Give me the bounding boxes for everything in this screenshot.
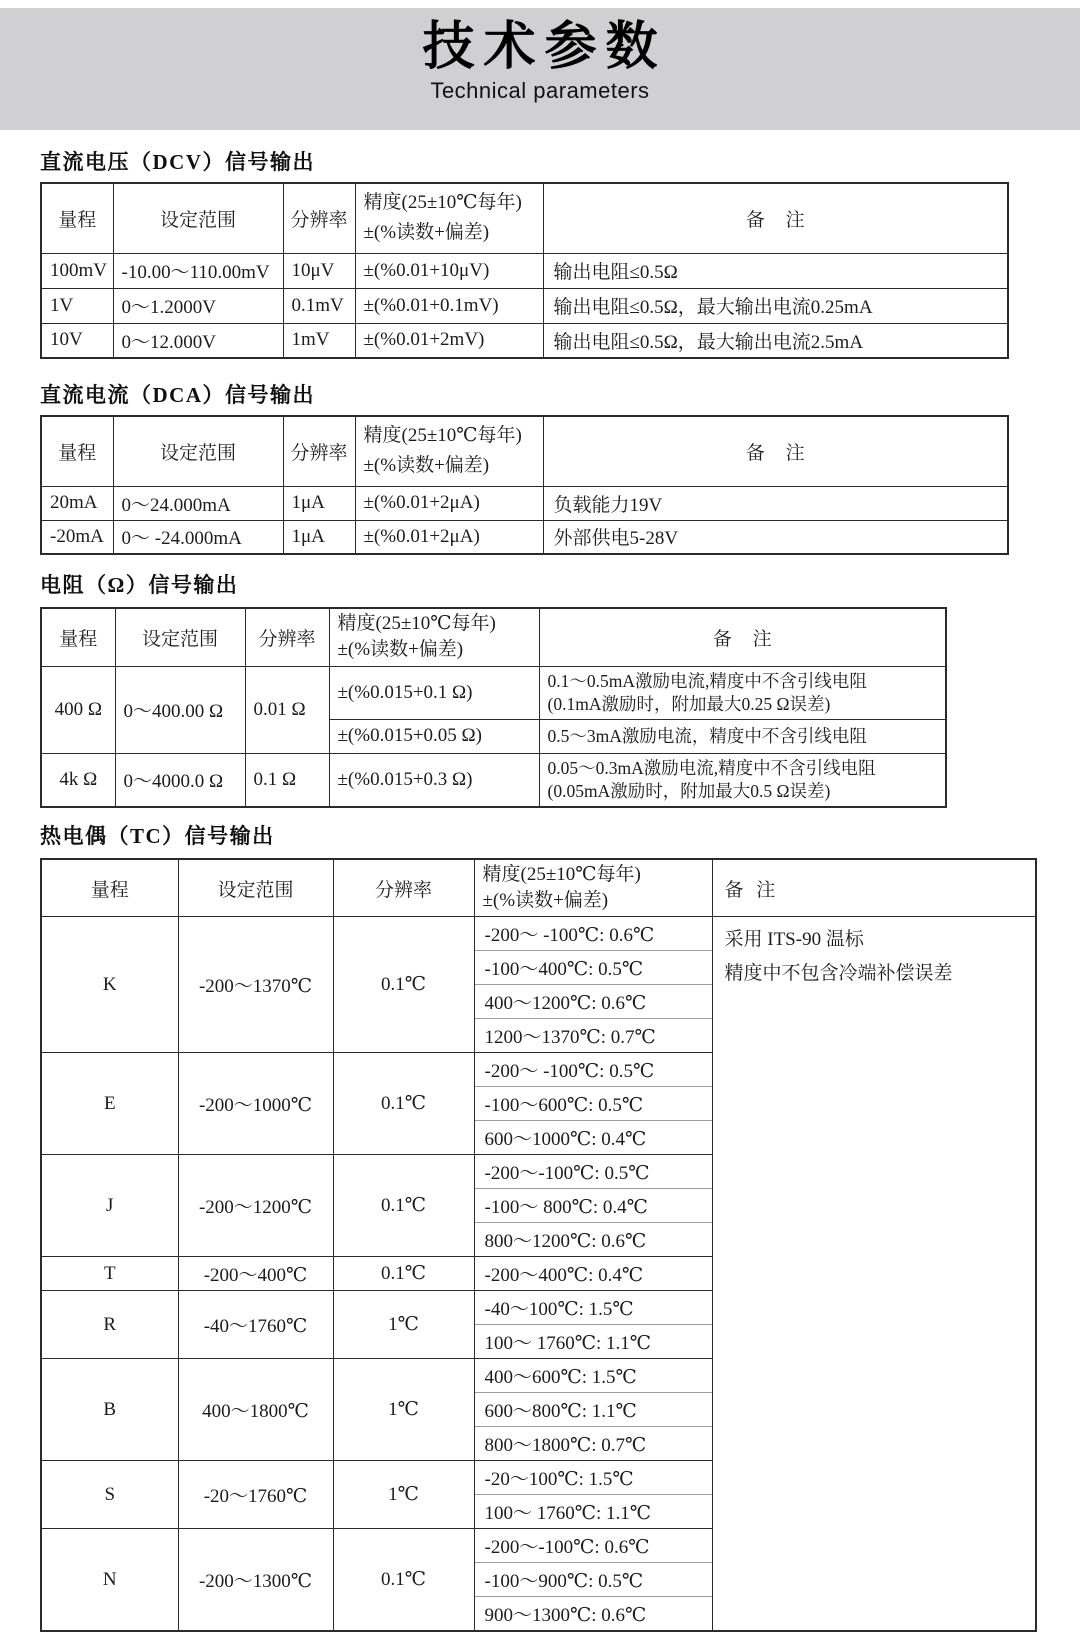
page-subtitle: Technical parameters	[430, 77, 650, 103]
tc-setting: -200～1370℃	[178, 917, 333, 1053]
tc-setting: 400～1800℃	[178, 1359, 333, 1461]
accuracy-header-line2: ±(%读数+偏差)	[482, 890, 609, 912]
cell-note: 输出电阻≤0.5Ω	[543, 253, 1008, 288]
section-tc	[40, 822, 1080, 1632]
col-header-resolution: 分辨率	[245, 608, 329, 666]
tc-accuracy: 100～ 1760℃: 1.1℃	[474, 1495, 712, 1529]
col-header-accuracy	[474, 859, 712, 917]
cell-note	[539, 753, 946, 807]
section-title-ohm: 电阻（Ω）信号输出	[40, 573, 239, 597]
tc-accuracy: 800～1200℃: 0.6℃	[474, 1223, 712, 1257]
accuracy-header-line1: 精度(25±10℃每年)	[363, 192, 522, 214]
tc-accuracy: -20～100℃: 1.5℃	[474, 1461, 712, 1495]
tc-resolution: 0.1℃	[333, 1529, 474, 1631]
accuracy-header-line1: 精度(25±10℃每年)	[337, 613, 496, 635]
ohm-table	[40, 607, 947, 808]
col-header-range: 量程	[41, 859, 178, 917]
cell-note: 输出电阻≤0.5Ω，最大输出电流0.25mA	[543, 288, 1008, 323]
col-header-note: 备 注	[543, 416, 1008, 486]
col-header-accuracy	[355, 183, 543, 253]
tc-type: N	[41, 1529, 178, 1631]
dcv-table	[40, 182, 1009, 359]
tc-resolution: 0.1℃	[333, 917, 474, 1053]
section-title-tc: 热电偶（TC）信号输出	[40, 823, 275, 848]
cell-setting: 0～24.000mA	[113, 486, 283, 520]
cell-setting: 0～400.00 Ω	[115, 666, 245, 753]
table-row	[41, 323, 1008, 358]
tc-resolution: 0.1℃	[333, 1155, 474, 1257]
tc-setting: -200～1000℃	[178, 1053, 333, 1155]
accuracy-header-line2: ±(%读数+偏差)	[337, 639, 464, 661]
tc-setting: -200～1300℃	[178, 1529, 333, 1631]
col-header-resolution: 分辨率	[283, 416, 355, 486]
col-header-accuracy	[355, 416, 543, 486]
col-header-note: 备 注	[543, 183, 1008, 253]
tc-type: K	[41, 917, 178, 1053]
tc-row-K	[41, 917, 1036, 951]
table-row-400ohm	[41, 666, 946, 719]
tc-accuracy: 400～1200℃: 0.6℃	[474, 985, 712, 1019]
tc-note	[712, 917, 1036, 1631]
cell-accuracy: ±(%0.015+0.3 Ω)	[329, 753, 539, 807]
cell-setting: -10.00～110.00mV	[113, 253, 283, 288]
cell-range: 1V	[41, 288, 113, 323]
section-dcv	[40, 148, 1080, 359]
tc-setting: -20～1760℃	[178, 1461, 333, 1529]
cell-accuracy: ±(%0.01+2μA)	[355, 486, 543, 520]
section-title-dca: 直流电流（DCA）信号输出	[40, 383, 315, 407]
col-header-range: 量程	[41, 608, 115, 666]
cell-accuracy: ±(%0.01+2μA)	[355, 520, 543, 554]
tc-resolution: 1℃	[333, 1461, 474, 1529]
title-band	[0, 8, 1080, 130]
cell-resolution: 0.1mV	[283, 288, 355, 323]
cell-setting: 0～ -24.000mA	[113, 520, 283, 554]
tc-type: J	[41, 1155, 178, 1257]
accuracy-header-line2: ±(%读数+偏差)	[363, 455, 490, 477]
cell-accuracy: ±(%0.015+0.1 Ω)	[329, 666, 539, 719]
accuracy-header-line1: 精度(25±10℃每年)	[363, 425, 522, 447]
col-header-setting: 设定范围	[113, 183, 283, 253]
table-row	[41, 520, 1008, 554]
tc-accuracy: -100～400℃: 0.5℃	[474, 951, 712, 985]
col-header-range: 量程	[41, 183, 113, 253]
tc-setting: -200～400℃	[178, 1257, 333, 1291]
tc-accuracy: -100～ 800℃: 0.4℃	[474, 1189, 712, 1223]
cell-resolution: 0.01 Ω	[245, 666, 329, 753]
content	[40, 148, 1080, 1632]
tc-accuracy: 600～1000℃: 0.4℃	[474, 1121, 712, 1155]
cell-setting: 0～4000.0 Ω	[115, 753, 245, 807]
tc-accuracy: -200～-100℃: 0.5℃	[474, 1155, 712, 1189]
cell-range: -20mA	[41, 520, 113, 554]
col-header-setting: 设定范围	[178, 859, 333, 917]
tc-accuracy: -100～600℃: 0.5℃	[474, 1087, 712, 1121]
tc-accuracy: 800～1800℃: 0.7℃	[474, 1427, 712, 1461]
col-header-setting: 设定范围	[115, 608, 245, 666]
cell-accuracy: ±(%0.015+0.05 Ω)	[329, 719, 539, 753]
cell-range: 4k Ω	[41, 753, 115, 807]
col-header-note: 备 注	[539, 608, 946, 666]
table-row	[41, 486, 1008, 520]
table-row-4kohm	[41, 753, 946, 807]
tc-type: B	[41, 1359, 178, 1461]
tc-resolution: 1℃	[333, 1359, 474, 1461]
tc-table	[40, 858, 1037, 1632]
tc-setting: -40～1760℃	[178, 1291, 333, 1359]
cell-setting: 0～12.000V	[113, 323, 283, 358]
accuracy-header-line1: 精度(25±10℃每年)	[482, 864, 641, 886]
cell-range: 100mV	[41, 253, 113, 288]
col-header-note: 备 注	[712, 859, 1036, 917]
col-header-accuracy	[329, 608, 539, 666]
col-header-resolution: 分辨率	[333, 859, 474, 917]
tc-resolution: 1℃	[333, 1291, 474, 1359]
tc-accuracy: 1200～1370℃: 0.7℃	[474, 1019, 712, 1053]
page-title: 技术参数	[422, 18, 667, 76]
tc-type: R	[41, 1291, 178, 1359]
cell-note: 0.5～3mA激励电流，精度中不含引线电阻	[539, 719, 946, 753]
cell-range: 400 Ω	[41, 666, 115, 753]
cell-range: 10V	[41, 323, 113, 358]
tc-accuracy: -200～-100℃: 0.6℃	[474, 1529, 712, 1563]
tc-accuracy: -200～400℃: 0.4℃	[474, 1257, 712, 1291]
section-title-dcv: 直流电压（DCV）信号输出	[40, 150, 315, 174]
cell-note: 外部供电5-28V	[543, 520, 1008, 554]
tc-accuracy: 100～ 1760℃: 1.1℃	[474, 1325, 712, 1359]
section-dca	[40, 381, 1080, 555]
tc-accuracy: 600～800℃: 1.1℃	[474, 1393, 712, 1427]
note-line2: (0.05mA激励时，附加最大0.5 Ω误差)	[547, 780, 831, 801]
ohm-header-row	[41, 608, 946, 666]
tc-header-row	[41, 859, 1036, 917]
col-header-setting: 设定范围	[113, 416, 283, 486]
cell-setting: 0～1.2000V	[113, 288, 283, 323]
dca-table	[40, 415, 1009, 555]
cell-resolution: 1μA	[283, 520, 355, 554]
tc-type: S	[41, 1461, 178, 1529]
tc-type: T	[41, 1257, 178, 1291]
cell-note: 输出电阻≤0.5Ω，最大输出电流2.5mA	[543, 323, 1008, 358]
section-ohm	[40, 571, 1080, 808]
tc-accuracy: -100～900℃: 0.5℃	[474, 1563, 712, 1597]
tc-accuracy: -40～100℃: 1.5℃	[474, 1291, 712, 1325]
note-line1: 0.05～0.3mA激励电流,精度中不含引线电阻	[547, 757, 876, 778]
cell-range: 20mA	[41, 486, 113, 520]
cell-note: 负载能力19V	[543, 486, 1008, 520]
tc-accuracy: -200～ -100℃: 0.5℃	[474, 1053, 712, 1087]
tc-setting: -200～1200℃	[178, 1155, 333, 1257]
note-line1: 0.1～0.5mA激励电流,精度中不含引线电阻	[547, 670, 867, 691]
table-row	[41, 288, 1008, 323]
page	[0, 8, 1080, 1632]
dca-header-row	[41, 416, 1008, 486]
tc-accuracy: -200～ -100℃: 0.6℃	[474, 917, 712, 951]
tc-type: E	[41, 1053, 178, 1155]
cell-resolution: 10μV	[283, 253, 355, 288]
note-line2: (0.1mA激励时，附加最大0.25 Ω误差)	[547, 693, 831, 714]
table-row	[41, 253, 1008, 288]
accuracy-header-line2: ±(%读数+偏差)	[363, 222, 490, 244]
tc-resolution: 0.1℃	[333, 1257, 474, 1291]
cell-resolution: 1mV	[283, 323, 355, 358]
cell-resolution: 1μA	[283, 486, 355, 520]
col-header-resolution: 分辨率	[283, 183, 355, 253]
cell-note	[539, 666, 946, 719]
tc-note-line2: 精度中不包含冷端补偿误差	[724, 962, 953, 984]
dcv-header-row	[41, 183, 1008, 253]
tc-note-line1: 采用 ITS-90 温标	[724, 929, 864, 951]
cell-accuracy: ±(%0.01+10μV)	[355, 253, 543, 288]
col-header-range: 量程	[41, 416, 113, 486]
cell-accuracy: ±(%0.01+0.1mV)	[355, 288, 543, 323]
tc-accuracy: 400～600℃: 1.5℃	[474, 1359, 712, 1393]
cell-accuracy: ±(%0.01+2mV)	[355, 323, 543, 358]
tc-accuracy: 900～1300℃: 0.6℃	[474, 1597, 712, 1631]
tc-resolution: 0.1℃	[333, 1053, 474, 1155]
cell-resolution: 0.1 Ω	[245, 753, 329, 807]
